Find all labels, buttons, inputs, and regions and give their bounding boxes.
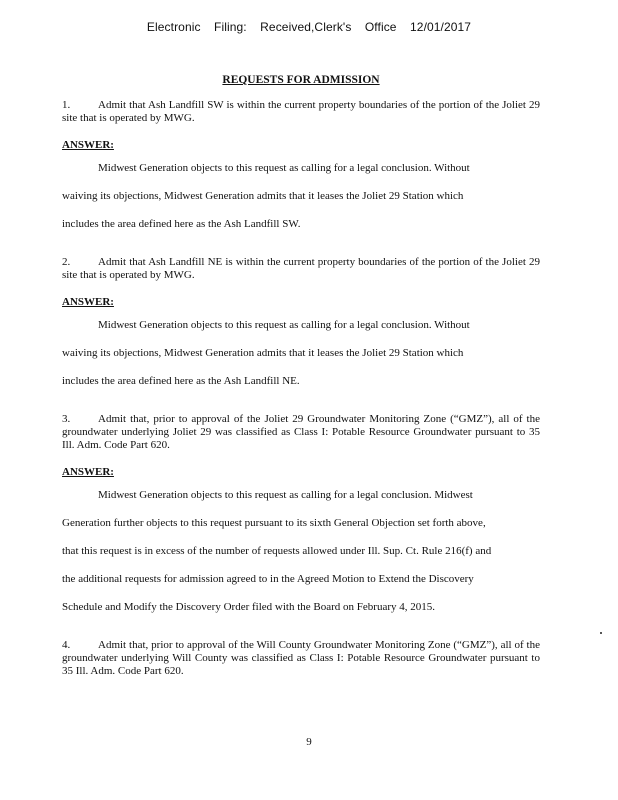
- request-number: 1.: [62, 99, 71, 111]
- answer-line: waiving its objections, Midwest Generation admits that it leases the Joliet 29 Station which: [62, 190, 464, 202]
- answer-label: ANSWER:: [62, 296, 114, 308]
- answer-line: Midwest Generation objects to this request as calling for a legal conclusion. Midwest: [98, 489, 473, 501]
- answer-line: includes the area defined here as the Ash Landfill SW.: [62, 218, 301, 230]
- answer-label: ANSWER:: [62, 139, 114, 151]
- request-text: Admit that Ash Landfill NE is within the current property boundaries of the portion of the Joliet 29 site that is operated by MWG.: [62, 256, 540, 281]
- answer-line: that this request is in excess of the number of requests allowed under Ill. Sup. Ct. Rule 216(f) and: [62, 545, 492, 557]
- scan-speck: [600, 632, 602, 634]
- request-2: [62, 256, 540, 282]
- answer-line: Schedule and Modify the Discovery Order filed with the Board on February 4, 2015.: [62, 601, 435, 613]
- answer-line: Midwest Generation objects to this request as calling for a legal conclusion. Without: [98, 319, 470, 331]
- answer-3: [62, 489, 540, 614]
- answer-line: waiving its objections, Midwest Generation admits that it leases the Joliet 29 Station which: [62, 347, 464, 359]
- request-number: 2.: [62, 256, 71, 268]
- answer-1: [62, 162, 540, 231]
- answer-label: ANSWER:: [62, 466, 114, 478]
- request-text: Admit that Ash Landfill SW is within the current property boundaries of the portion of the Joliet 29 site that is operated by MWG.: [62, 99, 540, 124]
- answer-2: [62, 319, 540, 388]
- section-title: REQUESTS FOR ADMISSION: [222, 74, 380, 86]
- answer-line: Midwest Generation objects to this request as calling for a legal conclusion. Without: [98, 162, 470, 174]
- request-1: [62, 99, 540, 125]
- request-3: [62, 413, 540, 452]
- request-number: 4.: [62, 639, 71, 651]
- efiling-header: Electronic Filing: Received,Clerk's Office 12/01/2017: [146, 20, 472, 34]
- page-number: 9: [306, 736, 312, 748]
- request-text: Admit that, prior to approval of the Will County Groundwater Monitoring Zone (“GMZ”), all of the groundwater underlying Will County was classified as Class I: Potable Resource Groundwater pursuant to 35 Ill. Adm. Code Part 620.: [62, 639, 540, 677]
- document-body: [62, 74, 540, 678]
- answer-line: Generation further objects to this request pursuant to its sixth General Objection set forth above,: [62, 517, 486, 529]
- answer-line: includes the area defined here as the Ash Landfill NE.: [62, 375, 300, 387]
- answer-line: the additional requests for admission agreed to in the Agreed Motion to Extend the Discovery: [62, 573, 474, 585]
- request-text: Admit that, prior to approval of the Joliet 29 Groundwater Monitoring Zone (“GMZ”), all of the groundwater underlying Joliet 29 was classified as Class I: Potable Resource Groundwater pursuant to 35 Ill. Adm. Code Part 620.: [62, 413, 540, 451]
- request-4: [62, 639, 540, 678]
- request-number: 3.: [62, 413, 71, 425]
